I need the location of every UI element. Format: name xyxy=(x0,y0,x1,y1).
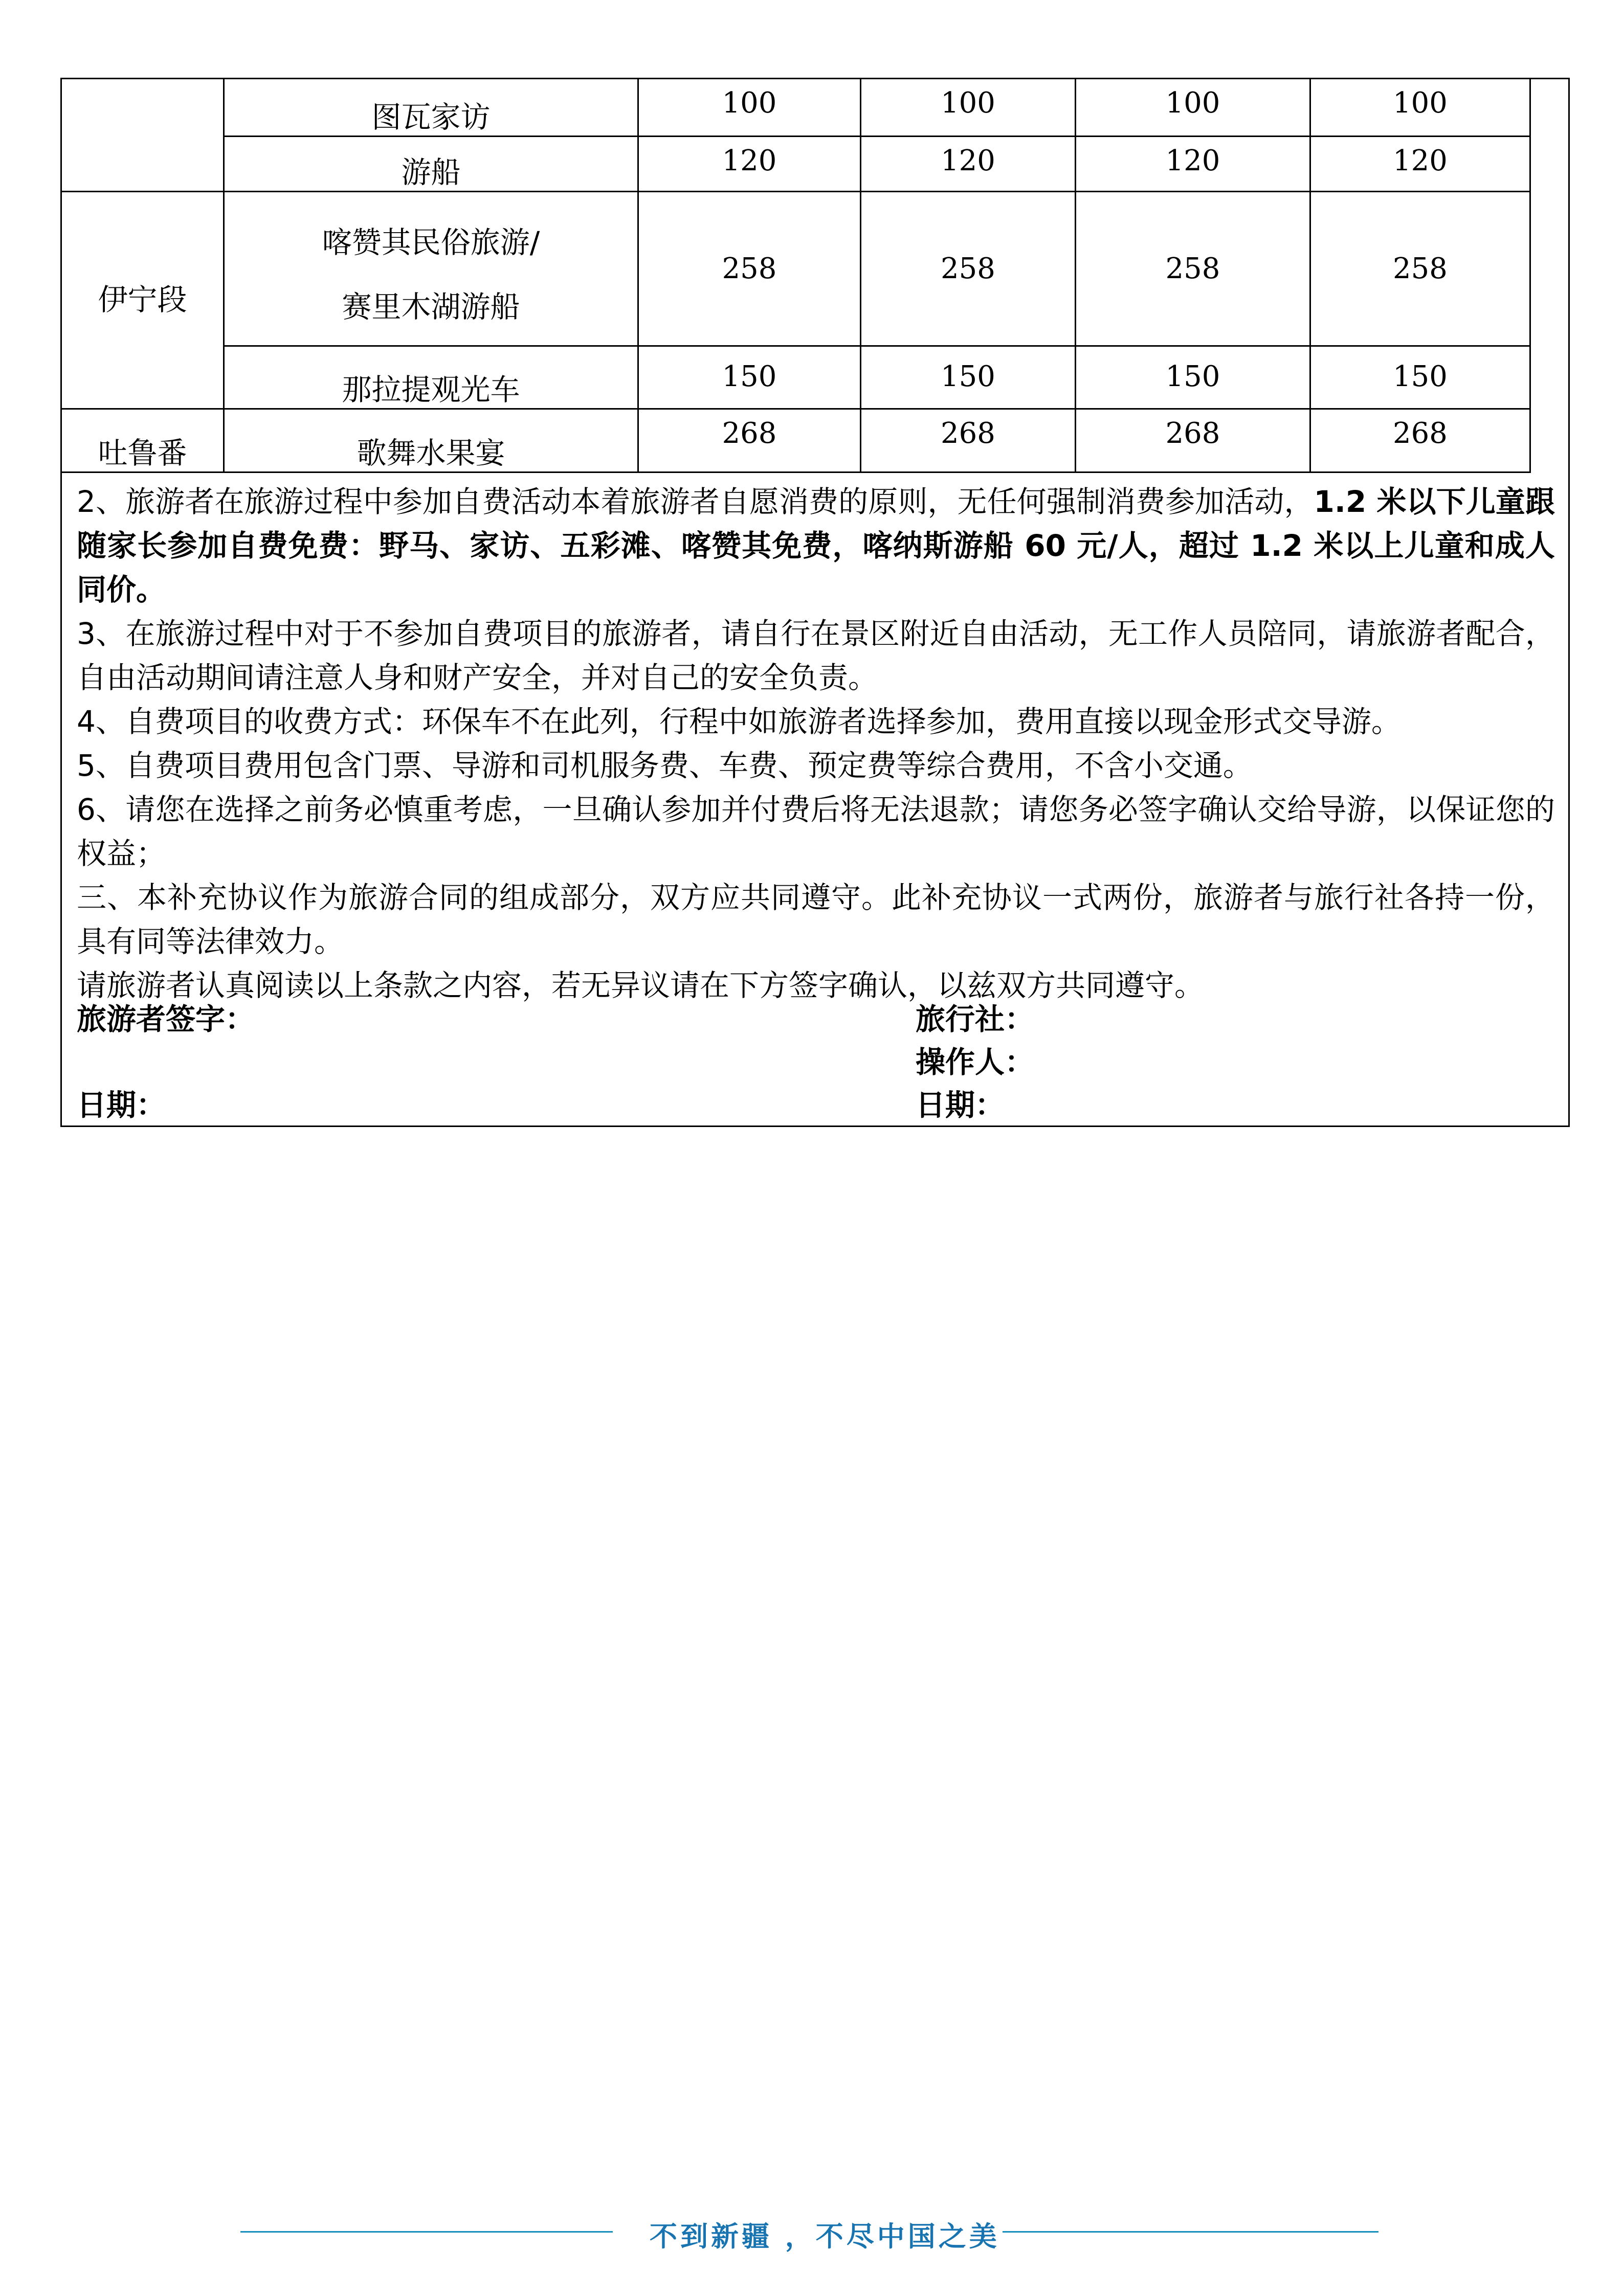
item-cell xyxy=(224,137,638,192)
operator-label: 操作人： xyxy=(916,1045,1035,1079)
price-cell: 100 xyxy=(1310,79,1530,137)
region-cell xyxy=(61,79,224,192)
note-2 xyxy=(77,480,1555,612)
item-name-line2: 赛里木湖游船 xyxy=(342,289,520,324)
table-row xyxy=(61,346,1530,409)
table-row xyxy=(61,192,1530,346)
item-cell xyxy=(224,192,638,346)
date-right-label: 日期： xyxy=(916,1088,1005,1122)
note-confirm: 请旅游者认真阅读以上条款之内容，若无异议请在下方签字确认，以兹双方共同遵守。 xyxy=(77,968,1205,1003)
note-2-text: 2、旅游者在旅游过程中参加自费活动本着旅游者自愿消费的原则，无任何强制消费参加活动， xyxy=(77,484,1314,519)
footer-rule-left xyxy=(240,2231,613,2233)
note-5: 5、自费项目费用包含门票、导游和司机服务费、车费、预定费等综合费用，不含小交通。 xyxy=(77,748,1253,783)
price-cell: 150 xyxy=(1076,346,1310,409)
note-3: 3、在旅游过程中对于不参加自费项目的旅游者，请自行在景区附近自由活动，无工作人员陪同，请旅游者配合，自由活动期间请注意人身和财产安全，并对自己的安全负责。 xyxy=(77,616,1555,695)
date-left-label: 日期： xyxy=(77,1088,166,1122)
price-cell: 120 xyxy=(1310,137,1530,192)
item-name: 游船 xyxy=(401,155,461,190)
region-name: 吐鲁番 xyxy=(98,436,187,471)
price-cell: 100 xyxy=(638,79,861,137)
note-4: 4、自费项目的收费方式：环保车不在此列，行程中如旅游者选择参加，费用直接以现金形式交导游。 xyxy=(77,704,1401,739)
item-name-line1: 喀赞其民俗旅游/ xyxy=(322,224,540,260)
table-row xyxy=(61,137,1530,192)
price-cell: 150 xyxy=(1310,346,1530,409)
price-cell: 100 xyxy=(1076,79,1310,137)
item-name: 那拉提观光车 xyxy=(342,372,520,408)
item-name: 歌舞水果宴 xyxy=(357,436,505,471)
table-row xyxy=(61,79,1530,137)
price-cell: 150 xyxy=(861,346,1076,409)
agency-label: 旅行社： xyxy=(916,1002,1035,1037)
price-cell: 120 xyxy=(1076,137,1310,192)
price-cell: 120 xyxy=(861,137,1076,192)
price-cell: 258 xyxy=(1310,192,1530,346)
price-cell: 258 xyxy=(1076,192,1310,346)
item-cell xyxy=(224,409,638,472)
note-2-bold-text: 1.2 米以下儿童跟随家长参加自费免费：野马、家访、五彩滩、喀赞其免费，喀纳斯游船 60 元/人，超过 1.2 米以上儿童和成人同价。 xyxy=(77,484,1555,607)
footer-rule-right xyxy=(1003,2231,1378,2233)
price-cell: 268 xyxy=(1076,409,1310,472)
region-cell xyxy=(61,192,224,409)
price-cell: 258 xyxy=(861,192,1076,346)
notes-section xyxy=(77,480,1555,1007)
note-agreement: 三、本补充协议作为旅游合同的组成部分，双方应共同遵守。此补充协议一式两份，旅游者与旅行社各持一份，具有同等法律效力。 xyxy=(77,880,1555,959)
fee-table xyxy=(60,78,1531,473)
price-cell: 150 xyxy=(638,346,861,409)
note-6: 6、请您在选择之前务必慎重考虑，一旦确认参加并付费后将无法退款；请您务必签字确认交给导游，以保证您的权益； xyxy=(77,792,1555,871)
price-cell: 258 xyxy=(638,192,861,346)
page-footer xyxy=(0,2212,1624,2253)
price-cell: 268 xyxy=(1310,409,1530,472)
price-cell: 120 xyxy=(638,137,861,192)
region-cell xyxy=(61,409,224,472)
item-name: 图瓦家访 xyxy=(371,100,491,135)
tourist-signature-label: 旅游者签字： xyxy=(77,1002,255,1037)
price-cell: 268 xyxy=(638,409,861,472)
price-cell: 100 xyxy=(861,79,1076,137)
item-cell xyxy=(224,79,638,137)
region-name: 伊宁段 xyxy=(98,282,187,318)
table-row xyxy=(61,409,1530,472)
item-cell xyxy=(224,346,638,409)
price-cell: 268 xyxy=(861,409,1076,472)
footer-slogan: 不到新疆 ，不尽中国之美 xyxy=(650,2220,1000,2253)
